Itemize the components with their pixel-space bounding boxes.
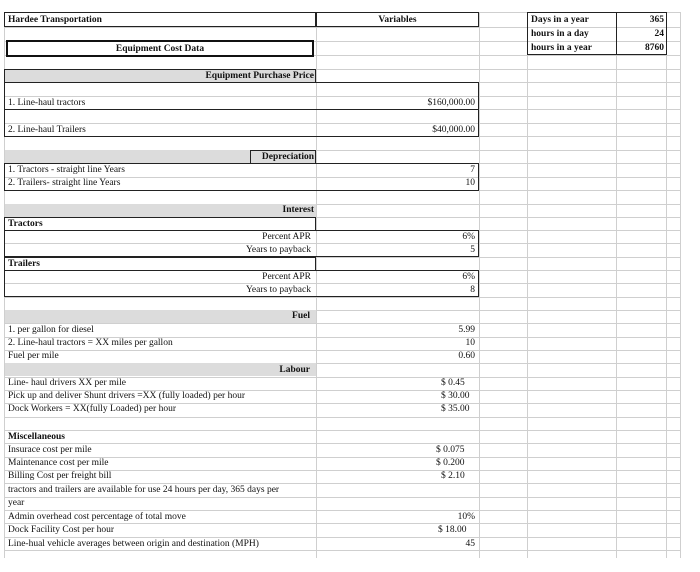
misc-value[interactable]: $ 2.10 [441,471,465,481]
grid-line [4,550,680,551]
misc-label: Admin overhead cost percentage of total move [8,512,186,522]
labour-label: Pick up and deliver Shunt drivers =XX (fully loaded) per hour [8,391,245,401]
labour-label: Dock Workers = XX(fully Loaded) per hour [8,404,176,414]
labour-value[interactable]: $ 35.00 [441,404,470,414]
grid-line [680,12,681,558]
misc-label: Dock Facility Cost per hour [8,525,115,535]
time-label: Days in a year [531,15,589,25]
misc-label: Maintenance cost per mile [8,458,109,468]
trailers-label: Trailers [8,259,41,269]
trailers-years-label: Years to payback [246,285,311,295]
grid-line [4,297,680,298]
misc-value[interactable]: 10% [457,512,475,522]
trailers-years-value[interactable]: 8 [470,285,475,295]
misc-label: tractors and trailers are available for use 24 hours per day, 365 days per [8,485,280,495]
grid-line [4,417,680,418]
purchase-label: 2. Line-haul Trailers [8,125,86,135]
tractors-years-value[interactable]: 5 [470,245,475,255]
misc-label: Line-hual vehicle averages between origin and destination (MPH) [8,539,259,549]
company-name: Hardee Transportation [8,15,102,25]
misc-label: year [8,498,25,508]
grid-line [479,12,480,558]
grid-line [616,12,617,558]
tractors-apr-value[interactable]: 6% [462,232,475,242]
section-title: Equipment Cost Data [115,44,205,54]
grid-line [4,443,680,444]
purchase-value[interactable]: $40,000.00 [432,125,475,135]
fuel-label: 1. per gallon for diesel [8,325,94,335]
interest-heading: Interest [282,205,314,215]
depreciation-label: 1. Tractors - straight line Years [8,165,125,175]
fuel-heading: Fuel [292,311,310,321]
purchase-value[interactable]: $160,000.00 [427,98,475,108]
time-label: hours in a year [531,43,592,53]
fuel-value[interactable]: 0.60 [458,351,475,361]
fuel-label: 2. Line-haul tractors = XX miles per gallon [8,338,173,348]
misc-heading: Miscellaneous [8,432,65,442]
grid-line [527,12,528,558]
depreciation-value[interactable]: 10 [465,178,475,188]
labour-label: Line- haul drivers XX per mile [8,378,126,388]
tractors-label: Tractors [8,219,43,229]
grid-line [4,497,680,498]
depreciation-heading: Depreciation [261,152,314,162]
misc-value[interactable]: $ 18.00 [438,525,467,535]
time-value[interactable]: 24 [654,29,664,39]
misc-label: Insurace cost per mile [8,445,92,455]
tractors-apr-label: Percent APR [262,232,311,242]
purchase-label: 1. Line-haul tractors [8,98,86,108]
trailers-apr-value[interactable]: 6% [462,272,475,282]
time-label: hours in a day [531,29,589,39]
fuel-label: Fuel per mile [8,351,59,361]
depreciation-label: 2. Trailers- straight line Years [8,178,121,188]
tractors-years-label: Years to payback [246,245,311,255]
trailers-label-cell [4,257,316,271]
variables-header: Variables [378,15,417,25]
time-value[interactable]: 8760 [645,43,664,53]
misc-value[interactable]: $ 0.200 [436,458,465,468]
misc-label: Billing Cost per freight bill [8,471,112,481]
misc-value[interactable]: $ 0.075 [436,445,465,455]
misc-value[interactable]: 45 [465,539,475,549]
fuel-value[interactable]: 10 [465,338,475,348]
purchase-heading: Equipment Purchase Price [205,71,314,81]
labour-heading: Labour [279,365,310,375]
grid-line [666,12,667,558]
labour-value[interactable]: $ 0.45 [441,378,465,388]
grid-line [4,430,680,431]
labour-value[interactable]: $ 30.00 [441,391,470,401]
trailers-apr-label: Percent APR [262,272,311,282]
depreciation-value[interactable]: 7 [470,165,475,175]
tractors-label-cell [4,217,316,231]
time-value[interactable]: 365 [649,15,664,25]
fuel-value[interactable]: 5.99 [458,325,475,335]
